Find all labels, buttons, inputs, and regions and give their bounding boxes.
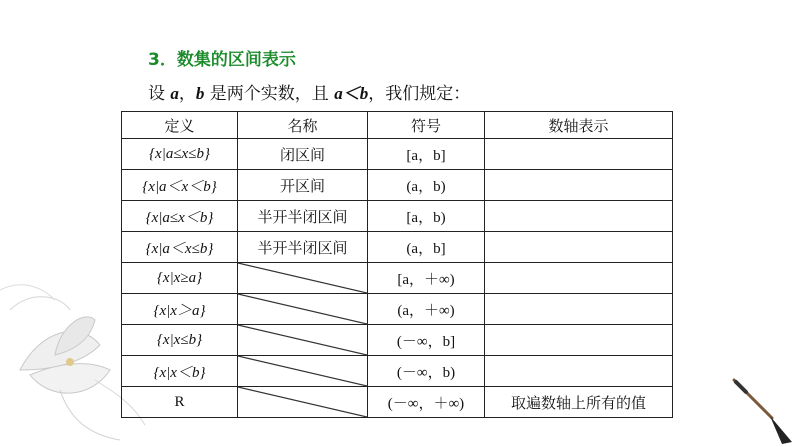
header-symbol: 符号 (368, 112, 485, 139)
symbol-cell: (a，b] (368, 232, 485, 263)
name-cell: 半开半闭区间 (238, 232, 368, 263)
calligraphy-brush-icon (726, 372, 794, 447)
symbol-cell: (－∞，b) (368, 356, 485, 387)
axis-cell (485, 201, 673, 232)
name-cell: 闭区间 (238, 139, 368, 170)
axis-cell (485, 325, 673, 356)
table-header-row (122, 112, 673, 139)
name-cell-empty (238, 263, 368, 294)
axis-cell: 取遍数轴上所有的值 (485, 387, 673, 418)
definition-cell: {x|a＜x＜b} (122, 170, 238, 201)
table-row (122, 170, 673, 201)
axis-cell (485, 294, 673, 325)
definition-cell: {x|x＜b} (122, 356, 238, 387)
name-cell: 半开半闭区间 (238, 201, 368, 232)
symbol-cell: [a，b) (368, 201, 485, 232)
intro-sentence (148, 79, 470, 104)
symbol-cell: (－∞，＋∞) (368, 387, 485, 418)
table-row (122, 139, 673, 170)
symbol-cell: (a，＋∞) (368, 294, 485, 325)
table-row (122, 294, 673, 325)
intro-mid: 是两个实数，且 (204, 84, 335, 104)
axis-cell (485, 139, 673, 170)
axis-cell (485, 263, 673, 294)
table-row (122, 201, 673, 232)
table-row (122, 387, 673, 418)
definition-cell: {x|x＞a} (122, 294, 238, 325)
interval-notation-table (121, 111, 673, 418)
name-cell-empty (238, 356, 368, 387)
axis-cell (485, 232, 673, 263)
definition-cell: {x|a＜x≤b} (122, 232, 238, 263)
section-heading: 3．数集的区间表示 (148, 50, 296, 70)
definition-cell: R (122, 387, 238, 418)
table-row (122, 356, 673, 387)
symbol-cell: (a，b) (368, 170, 485, 201)
symbol-cell: [a，＋∞) (368, 263, 485, 294)
definition-cell: {x|x≤b} (122, 325, 238, 356)
name-cell-empty (238, 325, 368, 356)
intro-suffix: ，我们规定： (368, 84, 471, 104)
intro-prefix: 设 (148, 84, 171, 104)
axis-cell (485, 356, 673, 387)
intro-sep: ， (178, 84, 196, 104)
header-definition: 定义 (122, 112, 238, 139)
symbol-cell: (－∞，b] (368, 325, 485, 356)
var-a: a (170, 84, 179, 103)
definition-cell: {x|a≤x＜b} (122, 201, 238, 232)
name-cell: 开区间 (238, 170, 368, 201)
definition-cell: {x|x≥a} (122, 263, 238, 294)
header-axis: 数轴表示 (485, 112, 673, 139)
name-cell-empty (238, 294, 368, 325)
table-row (122, 263, 673, 294)
header-name: 名称 (238, 112, 368, 139)
name-cell-empty (238, 387, 368, 418)
definition-cell: {x|a≤x≤b} (122, 139, 238, 170)
table-row (122, 232, 673, 263)
axis-cell (485, 170, 673, 201)
intro-condition: a＜b (334, 84, 369, 103)
table-row (122, 325, 673, 356)
symbol-cell: [a，b] (368, 139, 485, 170)
var-b: b (195, 84, 205, 103)
